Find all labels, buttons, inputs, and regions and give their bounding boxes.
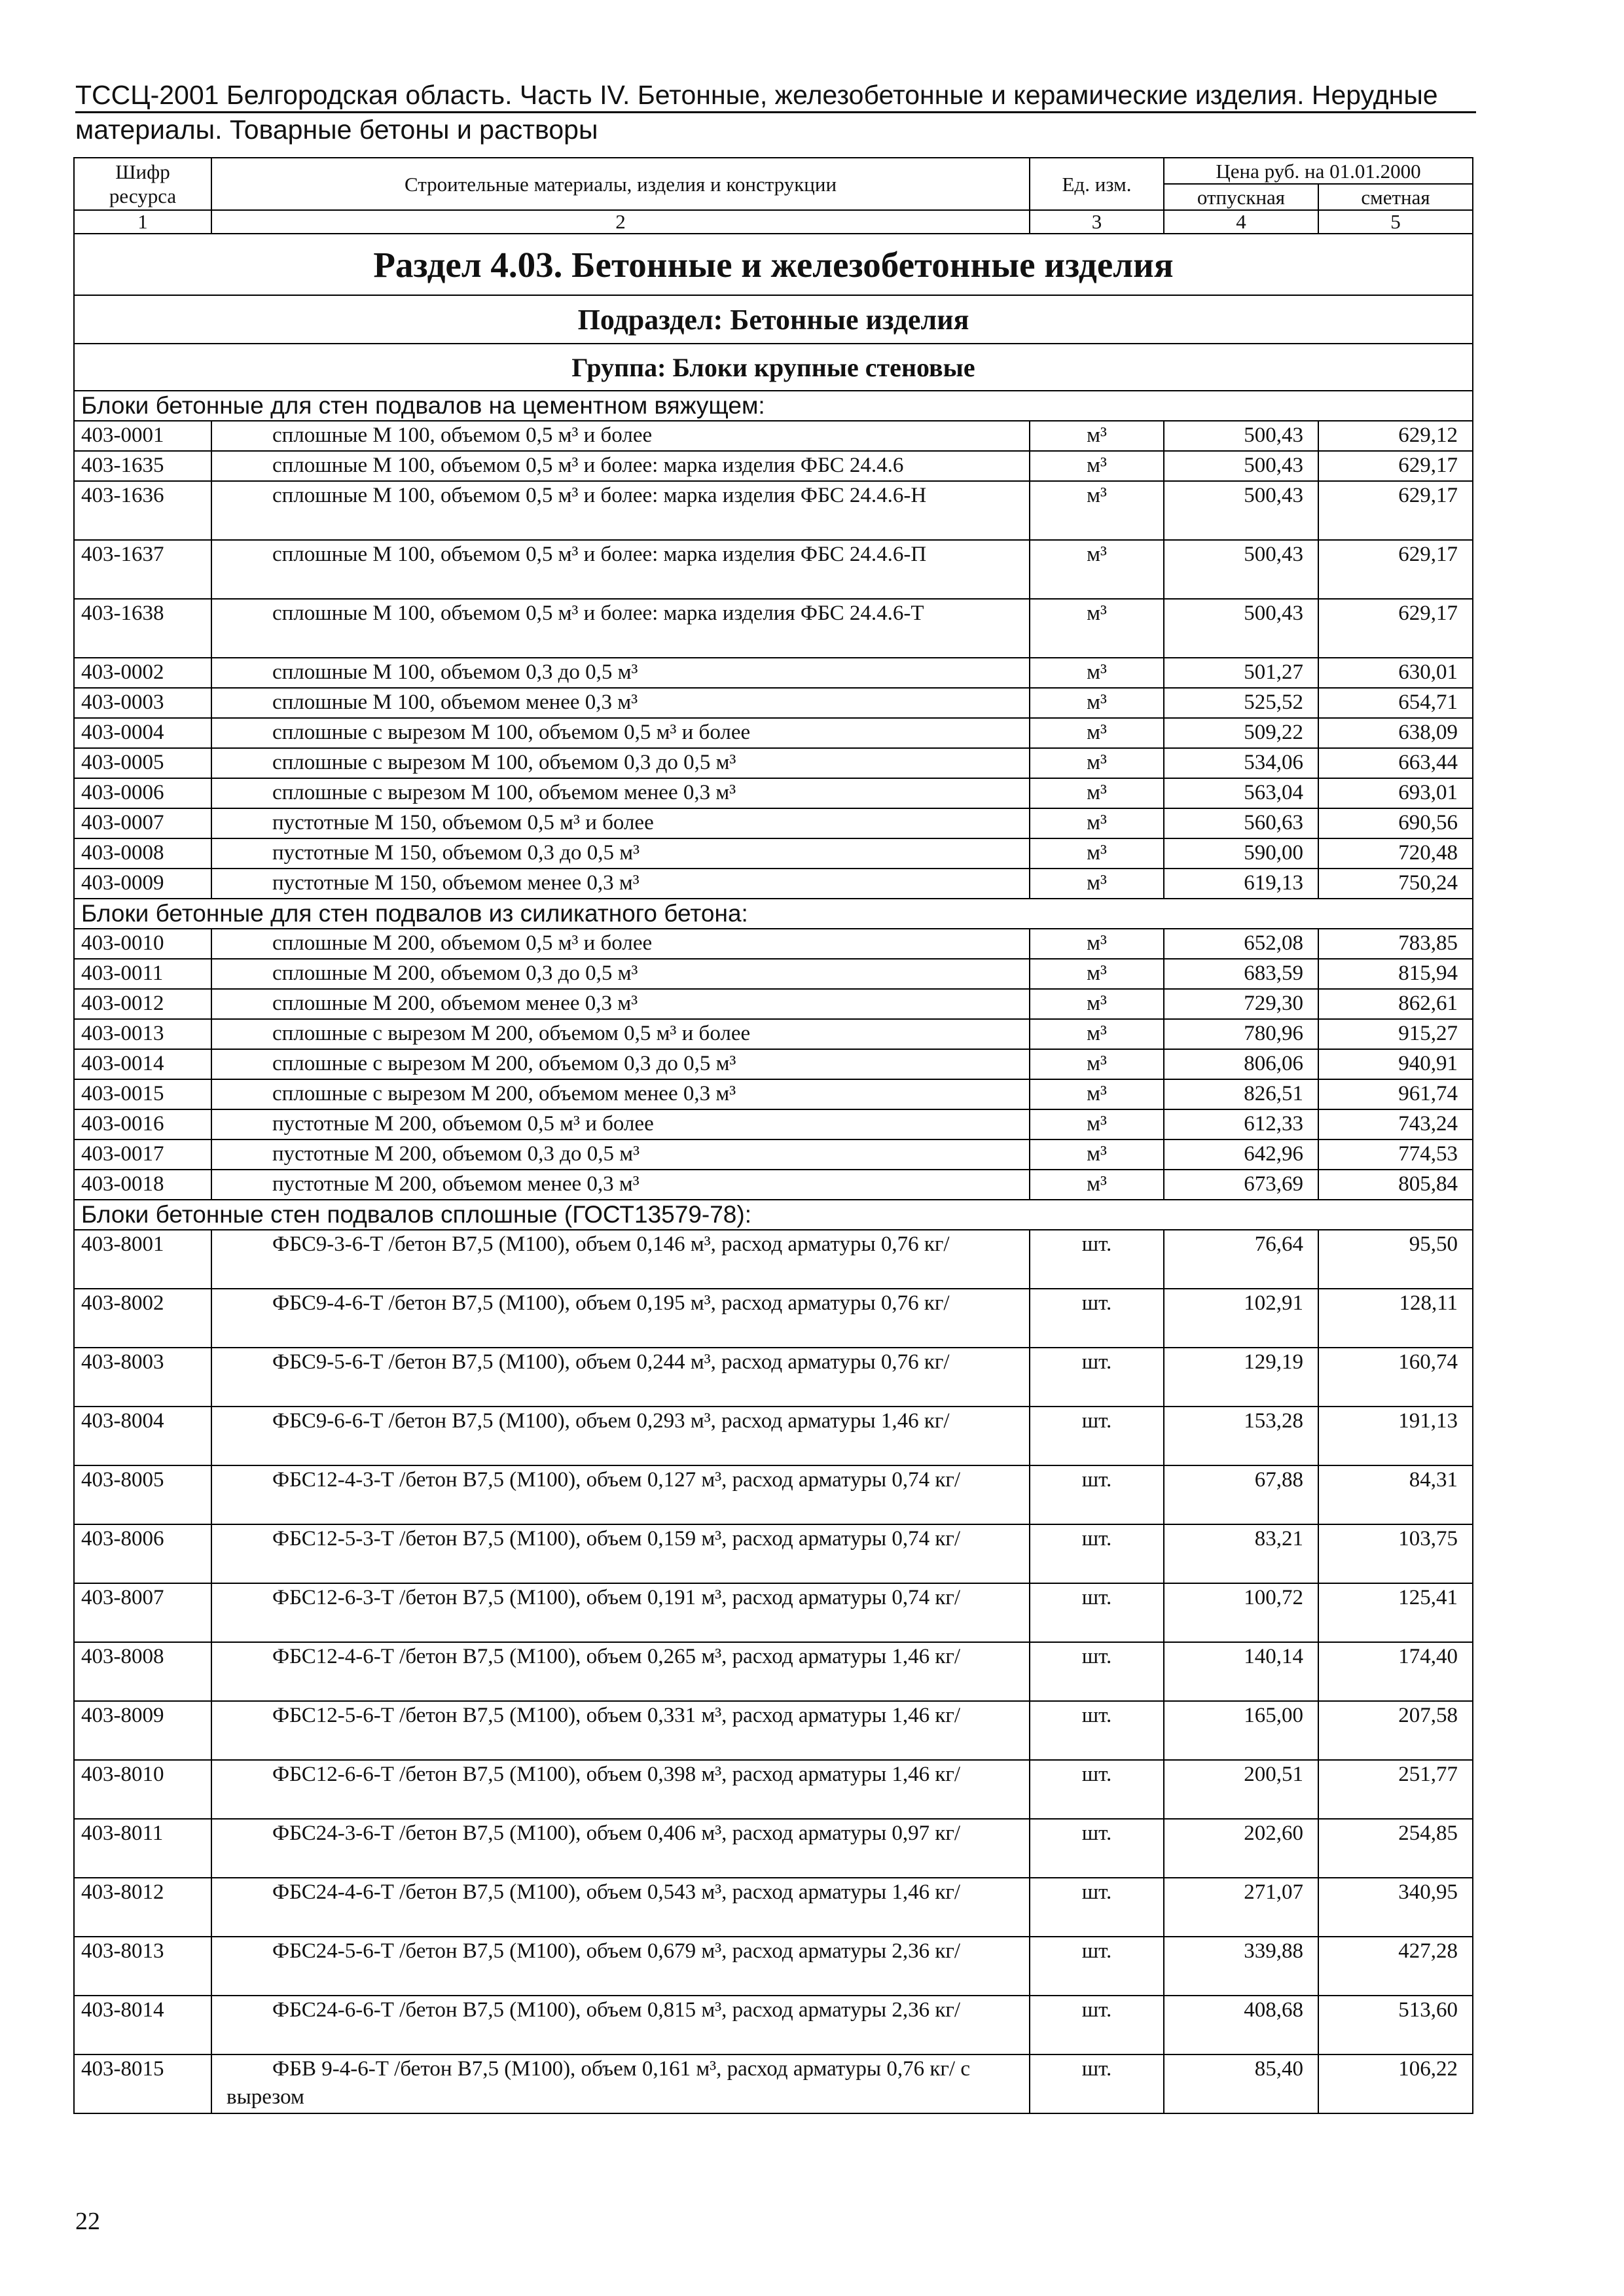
release-price: 534,06 [1164,748,1318,778]
material-name-text: ФБС9-3-6-Т /бетон В7,5 (М100), объем 0,146 м³, расход арматуры 0,76 кг/ [272,1232,950,1256]
estimate-price: 513,60 [1318,1996,1473,2054]
table-row [74,1701,1473,1760]
estimate-price: 654,71 [1318,688,1473,718]
material-name-text: ФБС9-4-6-Т /бетон В7,5 (М100), объем 0,195 м³, расход арматуры 0,76 кг/ [272,1291,950,1315]
resource-code: 403-0018 [74,1170,211,1200]
resource-code: 403-0009 [74,869,211,899]
material-name-text: сплошные с вырезом М 100, объемом менее 0,3 м³ [272,781,736,804]
table-row [74,1878,1473,1937]
unit-of-measure: шт. [1030,1878,1164,1937]
release-price: 509,22 [1164,718,1318,748]
unit-of-measure: м³ [1030,658,1164,688]
release-price: 100,72 [1164,1583,1318,1642]
release-price: 500,43 [1164,481,1318,540]
header-price-estimate: сметная [1318,184,1473,210]
resource-code: 403-0002 [74,658,211,688]
table-row [74,599,1473,658]
header-price-group: Цена руб. на 01.01.2000 [1164,158,1473,184]
category-title: Блоки бетонные стен подвалов сплошные (ГОСТ13579-78): [74,1200,1473,1230]
estimate-price: 693,01 [1318,778,1473,808]
table-row [74,1230,1473,1289]
unit-of-measure: м³ [1030,718,1164,748]
material-name-text: пустотные М 200, объемом 0,3 до 0,5 м³ [272,1142,640,1166]
material-name-text: ФБС24-3-6-Т /бетон В7,5 (М100), объем 0,406 м³, расход арматуры 0,97 кг/ [272,1821,961,1845]
release-price: 500,43 [1164,599,1318,658]
unit-of-measure: м³ [1030,1109,1164,1139]
material-name-text: ФБС12-6-3-Т /бетон В7,5 (М100), объем 0,191 м³, расход арматуры 0,74 кг/ [272,1586,961,1609]
release-price: 525,52 [1164,688,1318,718]
table-row [74,1996,1473,2054]
release-price: 76,64 [1164,1230,1318,1289]
material-name [211,1996,1030,2054]
release-price: 200,51 [1164,1760,1318,1819]
material-name-text: ФБС24-5-6-Т /бетон В7,5 (М100), объем 0,679 м³, расход арматуры 2,36 кг/ [272,1939,961,1963]
estimate-price: 103,75 [1318,1524,1473,1583]
unit-of-measure: шт. [1030,1937,1164,1996]
material-name-text: ФБС12-5-6-Т /бетон В7,5 (М100), объем 0,331 м³, расход арматуры 1,46 кг/ [272,1704,961,1727]
material-name [211,1465,1030,1524]
release-price: 612,33 [1164,1109,1318,1139]
estimate-price: 128,11 [1318,1289,1473,1348]
table-row [74,1289,1473,1348]
release-price: 590,00 [1164,838,1318,869]
estimate-price: 160,74 [1318,1348,1473,1407]
unit-of-measure: шт. [1030,1230,1164,1289]
material-name [211,451,1030,481]
unit-of-measure: м³ [1030,838,1164,869]
table-row [74,1642,1473,1701]
table-row [74,838,1473,869]
unit-of-measure: м³ [1030,421,1164,451]
estimate-price: 815,94 [1318,959,1473,989]
table-row [74,1407,1473,1465]
release-price: 85,40 [1164,2054,1318,2113]
resource-code: 403-0008 [74,838,211,869]
resource-code: 403-1638 [74,599,211,658]
resource-code: 403-8013 [74,1937,211,1996]
unit-of-measure: шт. [1030,1524,1164,1583]
release-price: 780,96 [1164,1019,1318,1049]
release-price: 500,43 [1164,540,1318,599]
table-body [74,234,1473,2113]
release-price: 806,06 [1164,1049,1318,1079]
section-row [74,234,1473,295]
material-name [211,599,1030,658]
resource-code: 403-0005 [74,748,211,778]
estimate-price: 191,13 [1318,1407,1473,1465]
material-name [211,808,1030,838]
table-row [74,1819,1473,1878]
column-number: 2 [211,210,1030,234]
material-name [211,869,1030,899]
estimate-price: 690,56 [1318,808,1473,838]
estimate-price: 251,77 [1318,1760,1473,1819]
estimate-price: 125,41 [1318,1583,1473,1642]
group-title: Группа: Блоки крупные стеновые [74,344,1473,391]
release-price: 67,88 [1164,1465,1318,1524]
material-name-text: сплошные М 200, объемом менее 0,3 м³ [272,992,638,1015]
material-name-text: сплошные М 100, объемом 0,5 м³ и более: марка изделия ФБС 24.4.6 [272,454,904,477]
unit-of-measure: м³ [1030,778,1164,808]
material-name-text: ФБС12-6-6-Т /бетон В7,5 (М100), объем 0,398 м³, расход арматуры 1,46 кг/ [272,1763,961,1786]
material-name [211,1878,1030,1937]
resource-code: 403-0014 [74,1049,211,1079]
header-unit: Ед. изм. [1030,158,1164,210]
table-row [74,1937,1473,1996]
material-name-text: сплошные М 100, объемом 0,5 м³ и более: марка изделия ФБС 24.4.6-П [272,543,927,566]
material-name [211,959,1030,989]
estimate-price: 254,85 [1318,1819,1473,1878]
table-row [74,1524,1473,1583]
material-name [211,2054,1030,2113]
table-row [74,959,1473,989]
table-row [74,658,1473,688]
table-row [74,1049,1473,1079]
resource-code: 403-0003 [74,688,211,718]
table-row [74,748,1473,778]
table-row [74,778,1473,808]
page-number: 22 [75,2208,100,2235]
release-price: 683,59 [1164,959,1318,989]
unit-of-measure: м³ [1030,869,1164,899]
unit-of-measure: шт. [1030,1348,1164,1407]
material-name-text: пустотные М 200, объемом 0,5 м³ и более [272,1112,654,1136]
resource-code: 403-0012 [74,989,211,1019]
estimate-price: 207,58 [1318,1701,1473,1760]
table-row [74,1760,1473,1819]
estimate-price: 629,17 [1318,599,1473,658]
material-name-text: сплошные М 100, объемом 0,3 до 0,5 м³ [272,660,638,684]
material-name-text: пустотные М 150, объемом 0,5 м³ и более [272,811,654,834]
resource-code: 403-8007 [74,1583,211,1642]
resource-code: 403-0016 [74,1109,211,1139]
header-line-2: материалы. Товарные бетоны и растворы [75,115,598,145]
estimate-price: 629,12 [1318,421,1473,451]
material-name-text: ФБС24-4-6-Т /бетон В7,5 (М100), объем 0,543 м³, расход арматуры 1,46 кг/ [272,1880,961,1904]
material-name-text: ФБС12-5-3-Т /бетон В7,5 (М100), объем 0,159 м³, расход арматуры 0,74 кг/ [272,1527,961,1551]
release-price: 560,63 [1164,808,1318,838]
estimate-price: 915,27 [1318,1019,1473,1049]
unit-of-measure: шт. [1030,1289,1164,1348]
unit-of-measure: м³ [1030,599,1164,658]
subsection-title: Подраздел: Бетонные изделия [74,295,1473,344]
material-name-text: сплошные с вырезом М 100, объемом 0,5 м³ и более [272,721,751,744]
table-row [74,808,1473,838]
category-row [74,1200,1473,1230]
material-name [211,1819,1030,1878]
material-name [211,1701,1030,1760]
unit-of-measure: м³ [1030,481,1164,540]
resource-code: 403-0015 [74,1079,211,1109]
header-line-1: ТССЦ-2001 Белгородская область. Часть IV. Бетонные, железобетонные и керамические изделия. Нерудные [75,79,1476,113]
release-price: 140,14 [1164,1642,1318,1701]
material-name-text: сплошные М 200, объемом 0,3 до 0,5 м³ [272,961,638,985]
unit-of-measure: м³ [1030,808,1164,838]
column-number: 3 [1030,210,1164,234]
release-price: 500,43 [1164,451,1318,481]
material-name-text: ФБС12-4-6-Т /бетон В7,5 (М100), объем 0,265 м³, расход арматуры 1,46 кг/ [272,1645,961,1668]
estimate-price: 630,01 [1318,658,1473,688]
release-price: 642,96 [1164,1139,1318,1170]
table-row [74,869,1473,899]
resource-code: 403-0011 [74,959,211,989]
resource-code: 403-0004 [74,718,211,748]
material-name-text: ФБС9-6-6-Т /бетон В7,5 (М100), объем 0,293 м³, расход арматуры 1,46 кг/ [272,1409,950,1433]
unit-of-measure: м³ [1030,1049,1164,1079]
material-name [211,1079,1030,1109]
section-title: Раздел 4.03. Бетонные и железобетонные изделия [74,234,1473,295]
table-row [74,929,1473,959]
material-name-text: сплошные с вырезом М 200, объемом 0,3 до 0,5 м³ [272,1052,736,1075]
resource-code: 403-8015 [74,2054,211,2113]
table-row [74,718,1473,748]
unit-of-measure: м³ [1030,1139,1164,1170]
estimate-price: 629,17 [1318,540,1473,599]
material-name [211,1583,1030,1642]
unit-of-measure: шт. [1030,1760,1164,1819]
resource-code: 403-8001 [74,1230,211,1289]
resource-code: 403-0001 [74,421,211,451]
material-name-text: ФБС12-4-3-Т /бетон В7,5 (М100), объем 0,127 м³, расход арматуры 0,74 кг/ [272,1468,961,1492]
table-row [74,1465,1473,1524]
table-row [74,1170,1473,1200]
material-name-text: сплошные с вырезом М 200, объемом менее 0,3 м³ [272,1082,736,1105]
material-name-text: пустотные М 150, объемом менее 0,3 м³ [272,871,640,895]
table-row [74,451,1473,481]
unit-of-measure: м³ [1030,1079,1164,1109]
price-table [73,157,1473,2114]
estimate-price: 95,50 [1318,1230,1473,1289]
resource-code: 403-8011 [74,1819,211,1878]
material-name-text: сплошные М 200, объемом 0,5 м³ и более [272,931,653,955]
material-name [211,778,1030,808]
material-name [211,989,1030,1019]
unit-of-measure: шт. [1030,1583,1164,1642]
table-row [74,688,1473,718]
material-name [211,1109,1030,1139]
release-price: 826,51 [1164,1079,1318,1109]
release-price: 408,68 [1164,1996,1318,2054]
column-number-row [74,210,1473,234]
estimate-price: 84,31 [1318,1465,1473,1524]
estimate-price: 783,85 [1318,929,1473,959]
material-name-text: пустотные М 150, объемом 0,3 до 0,5 м³ [272,841,640,865]
estimate-price: 174,40 [1318,1642,1473,1701]
material-name [211,1019,1030,1049]
category-row [74,391,1473,421]
resource-code: 403-8003 [74,1348,211,1407]
unit-of-measure: шт. [1030,1996,1164,2054]
resource-code: 403-8012 [74,1878,211,1937]
material-name-text: ФБВ 9-4-6-Т /бетон В7,5 (М100), объем 0,161 м³, расход арматуры 0,76 кг/ с вырезом [226,2057,970,2109]
table-row [74,540,1473,599]
material-name-text: сплошные М 100, объемом 0,5 м³ и более [272,423,653,447]
estimate-price: 629,17 [1318,451,1473,481]
material-name [211,748,1030,778]
material-name [211,1642,1030,1701]
unit-of-measure: шт. [1030,1642,1164,1701]
unit-of-measure: м³ [1030,1170,1164,1200]
material-name [211,658,1030,688]
category-row [74,899,1473,929]
unit-of-measure: м³ [1030,688,1164,718]
release-price: 673,69 [1164,1170,1318,1200]
release-price: 652,08 [1164,929,1318,959]
material-name [211,1170,1030,1200]
unit-of-measure: м³ [1030,748,1164,778]
table-row [74,421,1473,451]
material-name-text: ФБС24-6-6-Т /бетон В7,5 (М100), объем 0,815 м³, расход арматуры 2,36 кг/ [272,1998,961,2022]
release-price: 729,30 [1164,989,1318,1019]
material-name-text: ФБС9-5-6-Т /бетон В7,5 (М100), объем 0,244 м³, расход арматуры 0,76 кг/ [272,1350,950,1374]
table-row [74,1139,1473,1170]
unit-of-measure: м³ [1030,989,1164,1019]
material-name [211,1524,1030,1583]
release-price: 165,00 [1164,1701,1318,1760]
unit-of-measure: м³ [1030,540,1164,599]
estimate-price: 629,17 [1318,481,1473,540]
release-price: 501,27 [1164,658,1318,688]
material-name-text: сплошные с вырезом М 100, объемом 0,3 до 0,5 м³ [272,751,736,774]
estimate-price: 862,61 [1318,989,1473,1019]
unit-of-measure: шт. [1030,1819,1164,1878]
estimate-price: 720,48 [1318,838,1473,869]
table-row [74,1348,1473,1407]
resource-code: 403-8008 [74,1642,211,1701]
resource-code: 403-1637 [74,540,211,599]
unit-of-measure: шт. [1030,1701,1164,1760]
material-name-text: сплошные М 100, объемом 0,5 м³ и более: марка изделия ФБС 24.4.6-Т [272,601,924,625]
category-title: Блоки бетонные для стен подвалов на цементном вяжущем: [74,391,1473,421]
unit-of-measure: шт. [1030,2054,1164,2113]
header-code: Шифр ресурса [74,158,211,210]
table-row [74,2054,1473,2113]
material-name [211,929,1030,959]
material-name-text: сплошные М 100, объемом 0,5 м³ и более: марка изделия ФБС 24.4.6-Н [272,484,927,507]
document-header [75,79,1476,146]
resource-code: 403-8002 [74,1289,211,1348]
unit-of-measure: м³ [1030,929,1164,959]
resource-code: 403-0006 [74,778,211,808]
subsection-row [74,295,1473,344]
material-name [211,718,1030,748]
resource-code: 403-8009 [74,1701,211,1760]
material-name [211,1937,1030,1996]
table-row [74,1079,1473,1109]
resource-code: 403-8014 [74,1996,211,2054]
resource-code: 403-1635 [74,451,211,481]
table-row [74,989,1473,1019]
material-name [211,1348,1030,1407]
table-row [74,1109,1473,1139]
estimate-price: 663,44 [1318,748,1473,778]
estimate-price: 638,09 [1318,718,1473,748]
release-price: 500,43 [1164,421,1318,451]
material-name [211,481,1030,540]
resource-code: 403-8010 [74,1760,211,1819]
material-name [211,1049,1030,1079]
estimate-price: 750,24 [1318,869,1473,899]
unit-of-measure: м³ [1030,451,1164,481]
header-price-release: отпускная [1164,184,1318,210]
table-row [74,481,1473,540]
material-name [211,421,1030,451]
release-price: 129,19 [1164,1348,1318,1407]
resource-code: 403-8004 [74,1407,211,1465]
estimate-price: 340,95 [1318,1878,1473,1937]
unit-of-measure: м³ [1030,1019,1164,1049]
estimate-price: 774,53 [1318,1139,1473,1170]
release-price: 153,28 [1164,1407,1318,1465]
group-row [74,344,1473,391]
estimate-price: 805,84 [1318,1170,1473,1200]
release-price: 102,91 [1164,1289,1318,1348]
release-price: 202,60 [1164,1819,1318,1878]
unit-of-measure: шт. [1030,1407,1164,1465]
material-name-text: сплошные с вырезом М 200, объемом 0,5 м³ и более [272,1022,751,1045]
material-name [211,688,1030,718]
table-row [74,1019,1473,1049]
category-title: Блоки бетонные для стен подвалов из силикатного бетона: [74,899,1473,929]
material-name [211,1407,1030,1465]
column-number: 1 [74,210,211,234]
release-price: 271,07 [1164,1878,1318,1937]
table-row [74,1583,1473,1642]
resource-code: 403-8005 [74,1465,211,1524]
resource-code: 403-0007 [74,808,211,838]
resource-code: 403-1636 [74,481,211,540]
unit-of-measure: м³ [1030,959,1164,989]
resource-code: 403-8006 [74,1524,211,1583]
material-name [211,1230,1030,1289]
resource-code: 403-0010 [74,929,211,959]
material-name [211,1139,1030,1170]
release-price: 83,21 [1164,1524,1318,1583]
column-number: 5 [1318,210,1473,234]
estimate-price: 743,24 [1318,1109,1473,1139]
resource-code: 403-0013 [74,1019,211,1049]
release-price: 619,13 [1164,869,1318,899]
unit-of-measure: шт. [1030,1465,1164,1524]
header-name: Строительные материалы, изделия и конструкции [211,158,1030,210]
estimate-price: 940,91 [1318,1049,1473,1079]
estimate-price: 106,22 [1318,2054,1473,2113]
estimate-price: 427,28 [1318,1937,1473,1996]
estimate-price: 961,74 [1318,1079,1473,1109]
material-name-text: сплошные М 100, объемом менее 0,3 м³ [272,691,638,714]
release-price: 563,04 [1164,778,1318,808]
resource-code: 403-0017 [74,1139,211,1170]
material-name-text: пустотные М 200, объемом менее 0,3 м³ [272,1172,640,1196]
column-number: 4 [1164,210,1318,234]
release-price: 339,88 [1164,1937,1318,1996]
material-name [211,1760,1030,1819]
material-name [211,838,1030,869]
material-name [211,1289,1030,1348]
material-name [211,540,1030,599]
